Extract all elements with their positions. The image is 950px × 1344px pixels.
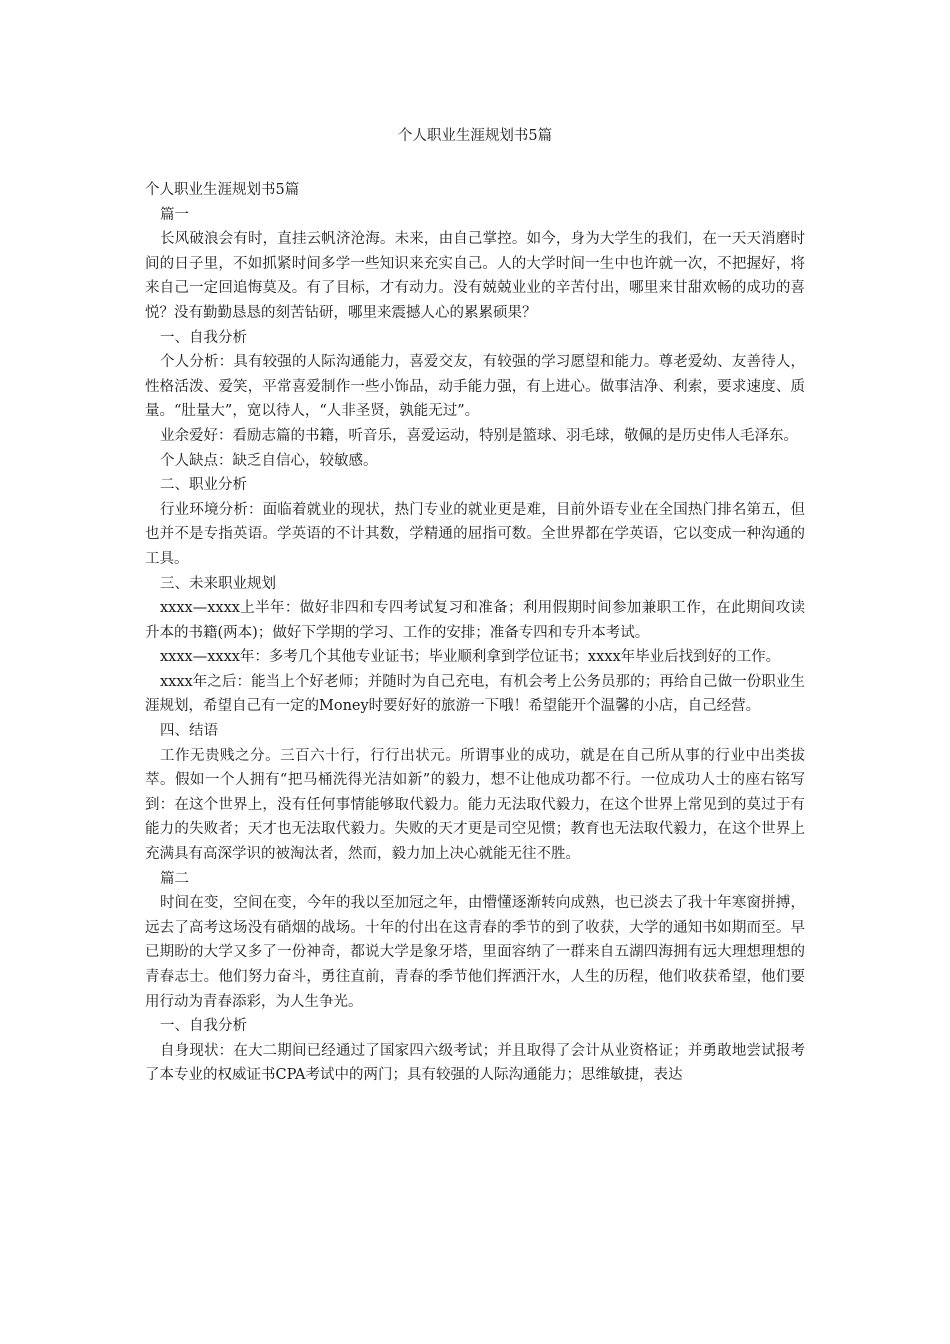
body-paragraph: xxxx年之后：能当上个好老师；并随时为自己充电，有机会考上公务员那的；再给自己做一份职业生涯规划，希望自己有一定的Money时要好好的旅游一下哦！希望能开个温馨的小店，自己经营。	[145, 673, 805, 715]
document-body	[145, 178, 805, 1088]
section-heading: 一、自我分析	[160, 329, 247, 346]
body-paragraph: xxxx—xxxx上半年：做好非四和专四考试复习和准备；利用假期时间参加兼职工作，在此期间攻读升本的书籍(两本)；做好下学期的学习、工作的安排；准备专四和专升本考试。	[145, 600, 805, 641]
section-heading: 一、自我分析	[160, 1018, 247, 1035]
body-paragraph: 工作无贵贱之分。三百六十行，行行出状元。所谓事业的成功，就是在自己所从事的行业中出类拔萃。假如一个人拥有“把马桶洗得光洁如新”的毅力，想不让他成功都不行。一位成功人士的座右铭写到：在这个世界上，没有任何事情能够取代毅力。能力无法取代毅力，在这个世界上常见到的莫过于有能力的失败者；天才也无法取代毅力。失败的天才更是司空见惯；教育也无法取代毅力，在这个世界上充满具有高深学识的被淘汰者，然而，毅力加上决心就能无往不胜。	[145, 747, 805, 863]
section-heading: 二、职业分析	[160, 477, 247, 494]
body-paragraph: 自身现状：在大二期间已经通过了国家四六级考试；并且取得了会计从业资格证；并勇敢地尝试报考了本专业的权威证书CPA考试中的两门；具有较强的人际沟通能力；思维敏捷，表达	[145, 1042, 805, 1084]
body-paragraph: 行业环境分析：面临着就业的现状，热门专业的就业更是难，目前外语专业在全国热门排名第五，但也并不是专指英语。学英语的不计其数，学精通的屈指可数。全世界都在学英语，它以变成一种沟通的工具。	[145, 501, 805, 567]
subtitle-line: 个人职业生涯规划书5篇	[145, 182, 300, 198]
body-paragraph: 业余爱好：看励志篇的书籍，听音乐，喜爱运动，特别是篮球、羽毛球，敬佩的是历史伟人毛泽东。	[160, 427, 798, 444]
body-paragraph: 个人分析：具有较强的人际沟通能力，喜爱交友，有较强的学习愿望和能力。尊老爱幼、友善待人，性格活泼、爱笑，平常喜爱制作一些小饰品，动手能力强，有上进心。做事洁净、利索，要求速度、质量。“肚量大”，宽以待人，“人非圣贤，孰能无过”。	[145, 354, 805, 420]
body-paragraph: 长风破浪会有时，直挂云帆济沧海。未来，由自己掌控。如今，身为大学生的我们，在一天天消磨时间的日子里，不如抓紧时间多学一些知识来充实自己。人的大学时间一生中也许就一次，不把握好，将来自己一定回追悔莫及。有了目标，才有动力。没有兢兢业业的辛苦付出，哪里来甘甜欢畅的成功的喜悦？没有勤勤恳恳的刻苦钻研，哪里来震撼人心的累累硕果？	[145, 231, 805, 321]
body-paragraph: 时间在变，空间在变，今年的我以至加冠之年，由懵懂逐渐转向成熟，也已淡去了我十年寒窗拼搏，远去了高考这场没有硝烟的战场。十年的付出在这青春的季节的到了收获，大学的通知书如期而至。早已期盼的大学又多了一份神奇，都说大学是象牙塔，里面容纳了一群来自五湖四海拥有远大理想理想的青春志士。他们努力奋斗，勇往直前，青春的季节他们挥洒汗水，人生的历程，他们收获希望，他们要用行动为青春添彩，为人生争光。	[145, 895, 805, 1010]
body-paragraph: 个人缺点：缺乏自信心，较敏感。	[160, 452, 378, 469]
section-heading: 四、结语	[160, 723, 218, 740]
section-heading: 三、未来职业规划	[160, 575, 276, 592]
body-paragraph: xxxx—xxxx年：多考几个其他专业证书；毕业顺利拿到学位证书；xxxx年毕业后找到好的工作。	[160, 649, 781, 666]
document-title: 个人职业生涯规划书5篇	[397, 128, 553, 144]
section-heading: 篇二	[160, 870, 189, 887]
section-heading: 篇一	[160, 206, 189, 223]
